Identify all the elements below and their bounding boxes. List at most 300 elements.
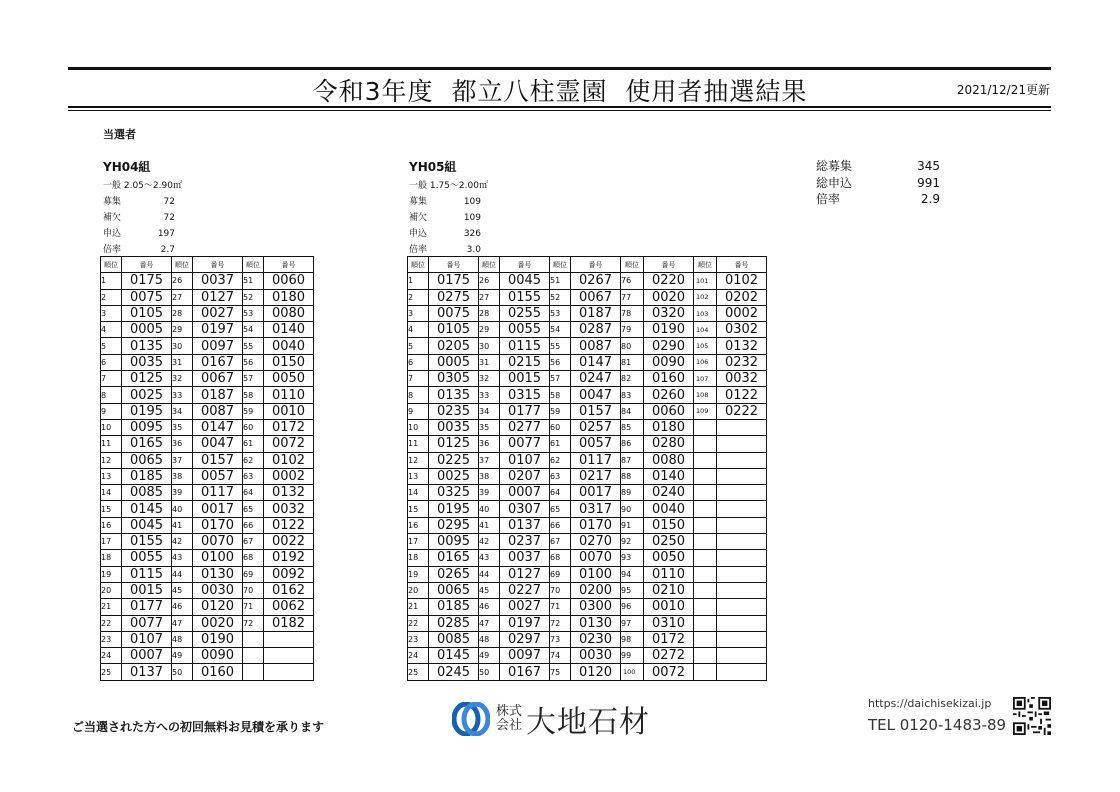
number-cell <box>717 550 767 566</box>
number-cell: 0205 <box>429 338 479 354</box>
number-cell: 0065 <box>122 452 172 468</box>
rank-cell: 29 <box>479 322 500 338</box>
rank-cell <box>694 631 717 647</box>
rank-cell: 53 <box>243 305 264 321</box>
table-row <box>408 485 767 501</box>
winners-label: 当選者 <box>103 128 136 141</box>
rank-cell: 13 <box>408 468 429 484</box>
number-cell <box>717 436 767 452</box>
rank-header: 順位 <box>243 257 264 273</box>
rank-cell: 49 <box>172 648 193 664</box>
number-cell: 0222 <box>717 403 767 419</box>
rank-cell: 20 <box>408 582 429 598</box>
rank-cell: 39 <box>172 485 193 501</box>
rank-cell: 41 <box>479 517 500 533</box>
number-cell: 0307 <box>500 501 550 517</box>
number-cell: 0230 <box>571 631 621 647</box>
number-cell: 0125 <box>122 371 172 387</box>
number-cell: 0065 <box>429 582 479 598</box>
number-cell: 0035 <box>122 354 172 370</box>
rank-cell <box>694 582 717 598</box>
rank-cell: 5 <box>408 338 429 354</box>
number-cell <box>717 501 767 517</box>
table-row <box>101 305 314 321</box>
number-cell: 0130 <box>193 566 243 582</box>
rank-cell: 46 <box>172 599 193 615</box>
table-row <box>101 273 314 289</box>
table-row <box>408 354 767 370</box>
group-name: YH04組 <box>103 160 151 174</box>
rank-cell: 61 <box>550 436 571 452</box>
number-cell <box>717 452 767 468</box>
number-cell: 0180 <box>644 419 694 435</box>
number-cell: 0017 <box>571 485 621 501</box>
number-cell: 0255 <box>500 305 550 321</box>
table-row <box>101 599 314 615</box>
group-yh05-table <box>407 256 767 681</box>
number-cell: 0120 <box>571 664 621 680</box>
rank-cell: 34 <box>172 403 193 419</box>
rank-cell: 59 <box>550 403 571 419</box>
rank-cell: 40 <box>172 501 193 517</box>
number-cell: 0225 <box>429 452 479 468</box>
number-cell <box>717 631 767 647</box>
rank-cell: 14 <box>408 485 429 501</box>
number-cell: 0270 <box>571 534 621 550</box>
rank-cell: 25 <box>101 664 122 680</box>
rank-cell <box>243 631 264 647</box>
number-cell: 0272 <box>644 648 694 664</box>
number-cell: 0097 <box>193 338 243 354</box>
number-cell: 0095 <box>429 534 479 550</box>
number-cell: 0055 <box>500 322 550 338</box>
rank-cell: 44 <box>479 566 500 582</box>
table-row <box>408 387 767 403</box>
number-cell: 0180 <box>264 289 314 305</box>
rank-cell: 107 <box>694 371 717 387</box>
rank-cell: 53 <box>550 305 571 321</box>
table-row <box>101 338 314 354</box>
number-cell: 0290 <box>644 338 694 354</box>
number-cell: 0250 <box>644 534 694 550</box>
rank-cell: 2 <box>408 289 429 305</box>
number-cell <box>717 419 767 435</box>
rank-cell: 8 <box>408 387 429 403</box>
rank-cell: 1 <box>408 273 429 289</box>
number-cell: 0137 <box>122 664 172 680</box>
stat-value: 3.0 <box>466 245 481 255</box>
number-cell: 0070 <box>571 550 621 566</box>
number-cell: 0190 <box>193 631 243 647</box>
number-header: 番号 <box>264 257 314 273</box>
number-cell: 0015 <box>122 582 172 598</box>
number-cell: 0050 <box>264 371 314 387</box>
rank-cell: 5 <box>101 338 122 354</box>
number-cell: 0175 <box>429 273 479 289</box>
rank-cell: 31 <box>479 354 500 370</box>
rank-cell: 69 <box>550 566 571 582</box>
number-cell: 0130 <box>571 615 621 631</box>
table-row <box>408 273 767 289</box>
number-cell <box>717 648 767 664</box>
number-cell: 0197 <box>193 322 243 338</box>
number-cell: 0155 <box>122 534 172 550</box>
rank-cell: 95 <box>621 582 644 598</box>
rank-cell: 16 <box>408 517 429 533</box>
rank-cell: 104 <box>694 322 717 338</box>
number-cell: 0115 <box>500 338 550 354</box>
summary-label: 総申込 <box>816 175 853 190</box>
number-cell: 0157 <box>571 403 621 419</box>
number-cell <box>717 582 767 598</box>
rank-cell: 102 <box>694 289 717 305</box>
number-cell: 0030 <box>193 582 243 598</box>
table-row <box>408 664 767 680</box>
table-row <box>101 419 314 435</box>
rank-cell: 50 <box>479 664 500 680</box>
rank-cell: 105 <box>694 338 717 354</box>
rank-cell: 96 <box>621 599 644 615</box>
number-cell: 0010 <box>644 599 694 615</box>
table-row <box>408 403 767 419</box>
stat-label: 倍率 <box>103 245 122 255</box>
table-row <box>101 354 314 370</box>
number-cell: 0315 <box>500 387 550 403</box>
table-row <box>101 322 314 338</box>
number-cell: 0080 <box>264 305 314 321</box>
rank-cell: 17 <box>101 534 122 550</box>
rank-cell: 28 <box>479 305 500 321</box>
rank-cell <box>694 599 717 615</box>
number-cell: 0210 <box>644 582 694 598</box>
number-cell: 0275 <box>429 289 479 305</box>
rank-cell: 72 <box>550 615 571 631</box>
number-cell: 0237 <box>500 534 550 550</box>
number-cell: 0080 <box>644 452 694 468</box>
rank-cell: 76 <box>621 273 644 289</box>
number-cell: 0172 <box>264 419 314 435</box>
updated-date: 2021/12/21更新 <box>956 83 1050 97</box>
number-cell: 0120 <box>193 599 243 615</box>
number-cell: 0097 <box>500 648 550 664</box>
rank-cell: 29 <box>172 322 193 338</box>
number-cell: 0057 <box>193 468 243 484</box>
rank-cell: 89 <box>621 485 644 501</box>
rank-cell <box>694 566 717 582</box>
number-cell: 0055 <box>122 550 172 566</box>
rank-cell: 51 <box>243 273 264 289</box>
number-cell: 0077 <box>500 436 550 452</box>
rank-cell: 57 <box>550 371 571 387</box>
number-cell: 0007 <box>122 648 172 664</box>
summary-value: 2.9 <box>920 192 940 206</box>
rank-cell: 65 <box>550 501 571 517</box>
rank-cell <box>694 534 717 550</box>
table-row <box>408 517 767 533</box>
rank-header: 順位 <box>101 257 122 273</box>
number-cell: 0195 <box>122 403 172 419</box>
number-cell: 0200 <box>571 582 621 598</box>
rank-cell: 26 <box>172 273 193 289</box>
rank-cell: 55 <box>243 338 264 354</box>
rank-cell: 42 <box>479 534 500 550</box>
rank-cell: 21 <box>408 599 429 615</box>
stat-label: 募集 <box>409 197 428 207</box>
number-cell: 0192 <box>264 550 314 566</box>
number-cell: 0325 <box>429 485 479 501</box>
rank-cell: 98 <box>621 631 644 647</box>
rank-cell: 43 <box>479 550 500 566</box>
rank-cell: 6 <box>101 354 122 370</box>
number-cell: 0317 <box>571 501 621 517</box>
number-cell: 0280 <box>644 436 694 452</box>
number-cell: 0110 <box>264 387 314 403</box>
number-cell: 0107 <box>122 631 172 647</box>
rank-cell: 84 <box>621 403 644 419</box>
rank-cell: 71 <box>550 599 571 615</box>
rank-header: 順位 <box>621 257 644 273</box>
rank-cell: 86 <box>621 436 644 452</box>
rank-cell: 35 <box>172 419 193 435</box>
rank-header: 順位 <box>694 257 717 273</box>
number-cell: 0095 <box>122 419 172 435</box>
number-cell: 0122 <box>717 387 767 403</box>
table-row <box>101 631 314 647</box>
number-cell: 0187 <box>571 305 621 321</box>
summary-value: 345 <box>917 159 940 173</box>
rank-cell: 59 <box>243 403 264 419</box>
table-row <box>408 305 767 321</box>
website-link[interactable]: https://daichisekizai.jp <box>868 697 992 710</box>
rank-cell: 41 <box>172 517 193 533</box>
rank-cell: 24 <box>101 648 122 664</box>
contact-info <box>868 697 1006 734</box>
number-cell: 0127 <box>193 289 243 305</box>
rank-cell: 82 <box>621 371 644 387</box>
rank-cell: 9 <box>101 403 122 419</box>
number-cell: 0045 <box>500 273 550 289</box>
number-cell: 0232 <box>717 354 767 370</box>
number-cell: 0172 <box>644 631 694 647</box>
number-header: 番号 <box>500 257 550 273</box>
rank-cell: 6 <box>408 354 429 370</box>
table-header-row <box>408 257 767 273</box>
rank-cell: 12 <box>101 452 122 468</box>
number-cell <box>717 468 767 484</box>
number-cell: 0170 <box>193 517 243 533</box>
rank-cell: 99 <box>621 648 644 664</box>
number-cell: 0050 <box>644 550 694 566</box>
number-cell <box>717 615 767 631</box>
table-row <box>408 452 767 468</box>
number-cell: 0085 <box>122 485 172 501</box>
rank-cell: 32 <box>172 371 193 387</box>
number-cell: 0105 <box>122 305 172 321</box>
table-row <box>101 387 314 403</box>
summary-value: 991 <box>917 175 940 190</box>
table-row <box>101 664 314 680</box>
number-cell: 0302 <box>717 322 767 338</box>
rank-header: 順位 <box>172 257 193 273</box>
rank-cell: 19 <box>408 566 429 582</box>
number-cell: 0132 <box>264 485 314 501</box>
rank-cell: 62 <box>550 452 571 468</box>
number-cell: 0040 <box>264 338 314 354</box>
rank-cell: 75 <box>550 664 571 680</box>
number-header: 番号 <box>717 257 767 273</box>
number-cell: 0137 <box>500 517 550 533</box>
rank-cell: 31 <box>172 354 193 370</box>
number-cell: 0092 <box>264 566 314 582</box>
number-cell: 0072 <box>644 664 694 680</box>
rank-cell: 54 <box>243 322 264 338</box>
rank-cell: 4 <box>408 322 429 338</box>
stat-value: 72 <box>163 213 175 223</box>
rank-cell: 103 <box>694 305 717 321</box>
rank-cell: 85 <box>621 419 644 435</box>
rank-cell: 100 <box>621 664 644 680</box>
rank-cell: 1 <box>101 273 122 289</box>
table-row <box>408 534 767 550</box>
number-cell: 0240 <box>644 485 694 501</box>
number-cell: 0267 <box>571 273 621 289</box>
number-cell: 0147 <box>193 419 243 435</box>
rank-cell <box>243 664 264 680</box>
rank-cell: 33 <box>479 387 500 403</box>
number-cell <box>264 631 314 647</box>
rank-cell: 49 <box>479 648 500 664</box>
company-logo <box>452 700 650 738</box>
rank-cell: 70 <box>243 582 264 598</box>
number-cell: 0087 <box>193 403 243 419</box>
number-cell: 0020 <box>644 289 694 305</box>
rank-cell: 21 <box>101 599 122 615</box>
number-cell: 0195 <box>429 501 479 517</box>
rank-cell: 83 <box>621 387 644 403</box>
number-cell: 0160 <box>644 371 694 387</box>
rank-cell: 47 <box>172 615 193 631</box>
rank-cell: 17 <box>408 534 429 550</box>
number-cell: 0125 <box>429 436 479 452</box>
rank-cell: 45 <box>479 582 500 598</box>
rank-cell: 64 <box>550 485 571 501</box>
rank-cell: 68 <box>243 550 264 566</box>
number-cell: 0102 <box>264 452 314 468</box>
rank-cell: 71 <box>243 599 264 615</box>
number-cell: 0100 <box>193 550 243 566</box>
number-cell: 0075 <box>122 289 172 305</box>
rank-cell: 16 <box>101 517 122 533</box>
number-cell: 0190 <box>644 322 694 338</box>
rank-cell: 94 <box>621 566 644 582</box>
rank-cell: 54 <box>550 322 571 338</box>
number-cell: 0022 <box>264 534 314 550</box>
number-cell <box>264 648 314 664</box>
stat-label: 申込 <box>409 229 428 239</box>
number-cell: 0122 <box>264 517 314 533</box>
stat-value: 109 <box>463 197 481 207</box>
number-cell: 0037 <box>193 273 243 289</box>
number-cell: 0060 <box>264 273 314 289</box>
rank-cell: 57 <box>243 371 264 387</box>
footer-note: ご当選された方への初回無料お見積を承ります <box>72 720 325 734</box>
number-cell: 0062 <box>264 599 314 615</box>
number-cell: 0015 <box>500 371 550 387</box>
rank-cell: 60 <box>243 419 264 435</box>
rank-cell: 42 <box>172 534 193 550</box>
stat-value: 197 <box>157 229 175 239</box>
number-cell: 0257 <box>571 419 621 435</box>
rank-cell: 67 <box>550 534 571 550</box>
rank-cell: 37 <box>172 452 193 468</box>
rank-cell: 35 <box>479 419 500 435</box>
rank-cell: 78 <box>621 305 644 321</box>
number-cell: 0010 <box>264 403 314 419</box>
number-cell: 0032 <box>717 371 767 387</box>
number-cell: 0215 <box>500 354 550 370</box>
rank-cell: 43 <box>172 550 193 566</box>
rank-cell: 88 <box>621 468 644 484</box>
rank-cell: 7 <box>101 371 122 387</box>
table-row <box>101 501 314 517</box>
rank-cell <box>694 452 717 468</box>
number-cell: 0162 <box>264 582 314 598</box>
table-row <box>101 371 314 387</box>
stat-value: 326 <box>463 229 481 239</box>
stat-label: 申込 <box>103 229 122 239</box>
number-cell: 0202 <box>717 289 767 305</box>
rank-cell <box>243 648 264 664</box>
rank-cell: 52 <box>243 289 264 305</box>
rank-cell: 30 <box>479 338 500 354</box>
stat-value: 109 <box>463 213 481 223</box>
number-cell: 0260 <box>644 387 694 403</box>
table-row <box>101 582 314 598</box>
table-row <box>101 403 314 419</box>
number-cell: 0005 <box>122 322 172 338</box>
qr-code-icon[interactable] <box>1013 697 1051 735</box>
number-cell: 0020 <box>193 615 243 631</box>
number-cell: 0165 <box>122 436 172 452</box>
top-rule <box>68 67 1051 70</box>
rank-cell: 26 <box>479 273 500 289</box>
number-cell: 0177 <box>500 403 550 419</box>
number-cell: 0102 <box>717 273 767 289</box>
stat-label: 補欠 <box>409 213 428 223</box>
rank-cell: 60 <box>550 419 571 435</box>
number-cell: 0107 <box>500 452 550 468</box>
number-cell: 0145 <box>429 648 479 664</box>
number-cell: 0150 <box>264 354 314 370</box>
number-cell: 0067 <box>193 371 243 387</box>
rank-cell: 55 <box>550 338 571 354</box>
stat-label: 倍率 <box>409 245 428 255</box>
number-cell: 0040 <box>644 501 694 517</box>
number-cell: 0005 <box>429 354 479 370</box>
number-cell: 0300 <box>571 599 621 615</box>
table-row <box>408 631 767 647</box>
number-cell: 0185 <box>429 599 479 615</box>
rank-cell <box>694 517 717 533</box>
rank-header: 順位 <box>479 257 500 273</box>
rank-cell: 81 <box>621 354 644 370</box>
table-row <box>408 289 767 305</box>
number-cell: 0135 <box>429 387 479 403</box>
number-cell: 0047 <box>571 387 621 403</box>
number-cell: 0002 <box>264 468 314 484</box>
number-cell: 0305 <box>429 371 479 387</box>
number-cell: 0150 <box>644 517 694 533</box>
